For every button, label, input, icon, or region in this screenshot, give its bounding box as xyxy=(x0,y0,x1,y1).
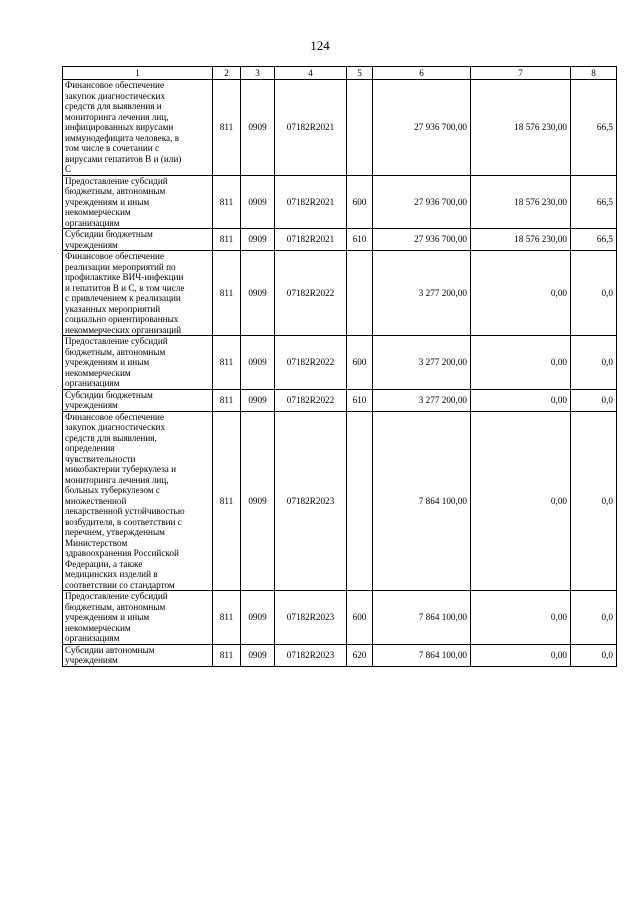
item-name-line: мониторинга лечения лиц, xyxy=(65,111,169,122)
expense-type-cell xyxy=(347,251,373,336)
item-name-line: и гепатитов В и С, в том числе xyxy=(65,282,185,293)
ved-cell: 811 xyxy=(213,175,241,229)
item-name-line: профилактике ВИЧ-инфекции xyxy=(65,272,184,282)
header-cell: 6 xyxy=(373,67,471,80)
header-row xyxy=(63,67,617,80)
header-cell: 3 xyxy=(241,67,275,80)
table-row xyxy=(63,229,617,251)
item-name-line: инфицированных вирусами xyxy=(65,122,174,132)
actual-amount-cell: 18 576 230,00 xyxy=(471,175,571,229)
item-name-line: некоммерческим xyxy=(65,622,131,633)
item-name-line: указанных мероприятий xyxy=(65,303,161,314)
item-name-cell xyxy=(63,229,213,251)
plan-amount-cell: 3 277 200,00 xyxy=(373,336,471,390)
header-cell: 1 xyxy=(63,67,213,80)
target-article-cell: 07182R2021 xyxy=(275,229,347,251)
item-name-line: лекарственной устойчивостью xyxy=(65,506,185,516)
item-name-line: Федерации, а также xyxy=(65,558,143,569)
target-article-cell: 07182R2022 xyxy=(275,251,347,336)
ved-cell: 811 xyxy=(213,336,241,390)
ved-cell: 811 xyxy=(213,389,241,411)
item-name-line: некоммерческих организаций xyxy=(65,324,182,335)
item-name-line: С xyxy=(65,164,72,174)
section-cell: 0909 xyxy=(241,389,275,411)
expense-type-cell: 610 xyxy=(347,389,373,411)
actual-amount-cell: 0,00 xyxy=(471,336,571,390)
plan-amount-cell: 27 936 700,00 xyxy=(373,175,471,229)
target-article-cell: 07182R2023 xyxy=(275,591,347,645)
expense-type-cell xyxy=(347,411,373,591)
target-article-cell: 07182R2023 xyxy=(275,644,347,666)
item-name-line: больных туберкулезом с xyxy=(65,485,160,495)
item-name-line: бюджетным, автономным xyxy=(65,346,166,357)
percent-cell: 66,5 xyxy=(571,175,617,229)
section-cell: 0909 xyxy=(241,336,275,390)
item-name-line: возбудителя, в соответствии с xyxy=(65,516,182,527)
expense-type-cell: 600 xyxy=(347,175,373,229)
item-name-line: средств для выявления и xyxy=(65,101,162,111)
item-name-cell xyxy=(63,644,213,666)
percent-cell: 66,5 xyxy=(571,80,617,176)
table-row xyxy=(63,389,617,411)
actual-amount-cell: 18 576 230,00 xyxy=(471,229,571,251)
item-name-line: бюджетным, автономным xyxy=(65,601,166,612)
ved-cell: 811 xyxy=(213,251,241,336)
section-cell: 0909 xyxy=(241,411,275,591)
table-row xyxy=(63,644,617,666)
item-name-line: мониторинга лечения лиц, xyxy=(65,474,169,485)
plan-amount-cell: 7 864 100,00 xyxy=(373,411,471,591)
actual-amount-cell: 0,00 xyxy=(471,644,571,666)
section-cell: 0909 xyxy=(241,591,275,645)
percent-cell: 66,5 xyxy=(571,229,617,251)
item-name-line: здравоохранения Российской xyxy=(65,548,179,558)
table-row xyxy=(63,80,617,176)
plan-amount-cell: 27 936 700,00 xyxy=(373,80,471,176)
item-name-cell xyxy=(63,251,213,336)
section-cell: 0909 xyxy=(241,251,275,336)
table-body xyxy=(63,67,617,667)
expense-type-cell: 610 xyxy=(347,229,373,251)
header-cell: 4 xyxy=(275,67,347,80)
percent-cell: 0,0 xyxy=(571,644,617,666)
plan-amount-cell: 3 277 200,00 xyxy=(373,251,471,336)
item-name-line: организациям xyxy=(65,217,120,228)
header-cell: 2 xyxy=(213,67,241,80)
item-name-line: определения xyxy=(65,443,115,453)
item-name-cell xyxy=(63,389,213,411)
item-name-line: Предоставление субсидий xyxy=(65,591,168,601)
item-name-line: учреждениям xyxy=(65,400,118,410)
item-name-line: Субсидии бюджетным xyxy=(65,229,153,239)
table-row xyxy=(63,336,617,390)
item-name-line: учреждениям и иным xyxy=(65,196,150,207)
budget-table xyxy=(62,66,617,667)
ved-cell: 811 xyxy=(213,644,241,666)
item-name-line: Финансовое обеспечение xyxy=(65,411,165,422)
section-cell: 0909 xyxy=(241,175,275,229)
percent-cell: 0,0 xyxy=(571,591,617,645)
actual-amount-cell: 18 576 230,00 xyxy=(471,80,571,176)
target-article-cell: 07182R2022 xyxy=(275,336,347,390)
plan-amount-cell: 27 936 700,00 xyxy=(373,229,471,251)
item-name-line: бюджетным, автономным xyxy=(65,186,166,196)
section-cell: 0909 xyxy=(241,80,275,176)
item-name-line: соответствии со стандартом xyxy=(65,579,175,590)
expense-type-cell: 600 xyxy=(347,336,373,390)
item-name-cell xyxy=(63,591,213,645)
item-name-line: учреждениям xyxy=(65,239,118,250)
actual-amount-cell: 0,00 xyxy=(471,411,571,591)
header-cell: 7 xyxy=(471,67,571,80)
item-name-line: закупок диагностических xyxy=(65,90,166,101)
item-name-line: Субсидии автономным xyxy=(65,644,155,655)
item-name-line: некоммерческим xyxy=(65,367,131,378)
target-article-cell: 07182R2021 xyxy=(275,80,347,176)
item-name-line: перечнем, утвержденным xyxy=(65,527,165,537)
plan-amount-cell: 3 277 200,00 xyxy=(373,389,471,411)
item-name-cell xyxy=(63,411,213,591)
item-name-line: реализации мероприятий по xyxy=(65,261,176,272)
item-name-line: Предоставление субсидий xyxy=(65,336,168,346)
item-name-line: Субсидии бюджетным xyxy=(65,389,153,400)
plan-amount-cell: 7 864 100,00 xyxy=(373,644,471,666)
item-name-cell xyxy=(63,175,213,229)
item-name-line: вирусами гепатитов В и (или) xyxy=(65,153,182,164)
header-cell: 8 xyxy=(571,67,617,80)
target-article-cell: 07182R2022 xyxy=(275,389,347,411)
section-cell: 0909 xyxy=(241,644,275,666)
item-name-line: Финансовое обеспечение xyxy=(65,80,165,90)
item-name-line: социально ориентированных xyxy=(65,314,179,324)
item-name-line: том числе в сочетании с xyxy=(65,143,160,153)
header-cell: 5 xyxy=(347,67,373,80)
percent-cell: 0,0 xyxy=(571,336,617,390)
percent-cell: 0,0 xyxy=(571,411,617,591)
table-row xyxy=(63,251,617,336)
item-name-line: Министерством xyxy=(65,537,128,548)
item-name-line: учреждениям xyxy=(65,655,118,665)
expense-type-cell: 600 xyxy=(347,591,373,645)
item-name-line: микобактерии туберкулеза и xyxy=(65,464,177,474)
page-number: 124 xyxy=(310,38,330,53)
item-name-line: Финансовое обеспечение xyxy=(65,251,165,261)
table-row xyxy=(63,411,617,591)
item-name-line: некоммерческим xyxy=(65,207,131,217)
percent-cell: 0,0 xyxy=(571,389,617,411)
expense-type-cell xyxy=(347,80,373,176)
item-name-cell xyxy=(63,336,213,390)
ved-cell: 811 xyxy=(213,80,241,176)
item-name-line: множественной xyxy=(65,495,127,506)
ved-cell: 811 xyxy=(213,411,241,591)
target-article-cell: 07182R2021 xyxy=(275,175,347,229)
plan-amount-cell: 7 864 100,00 xyxy=(373,591,471,645)
ved-cell: 811 xyxy=(213,591,241,645)
item-name-line: Предоставление субсидий xyxy=(65,175,168,186)
item-name-cell xyxy=(63,80,213,176)
percent-cell: 0,0 xyxy=(571,251,617,336)
table-row xyxy=(63,591,617,645)
target-article-cell: 07182R2023 xyxy=(275,411,347,591)
ved-cell: 811 xyxy=(213,229,241,251)
item-name-line: медицинских изделий в xyxy=(65,569,158,579)
expense-type-cell: 620 xyxy=(347,644,373,666)
item-name-line: закупок диагностических xyxy=(65,422,166,432)
item-name-line: организациям xyxy=(65,378,120,388)
item-name-line: учреждениям и иным xyxy=(65,357,150,367)
table-row xyxy=(63,175,617,229)
section-cell: 0909 xyxy=(241,229,275,251)
item-name-line: учреждениям и иным xyxy=(65,612,150,622)
item-name-line: чувствительности xyxy=(65,453,136,464)
item-name-line: средств для выявления, xyxy=(65,432,157,443)
item-name-line: с привлечением к реализации xyxy=(65,293,181,303)
actual-amount-cell: 0,00 xyxy=(471,591,571,645)
item-name-line: иммунодефицита человека, в xyxy=(65,132,180,143)
actual-amount-cell: 0,00 xyxy=(471,251,571,336)
actual-amount-cell: 0,00 xyxy=(471,389,571,411)
item-name-line: организациям xyxy=(65,633,120,643)
